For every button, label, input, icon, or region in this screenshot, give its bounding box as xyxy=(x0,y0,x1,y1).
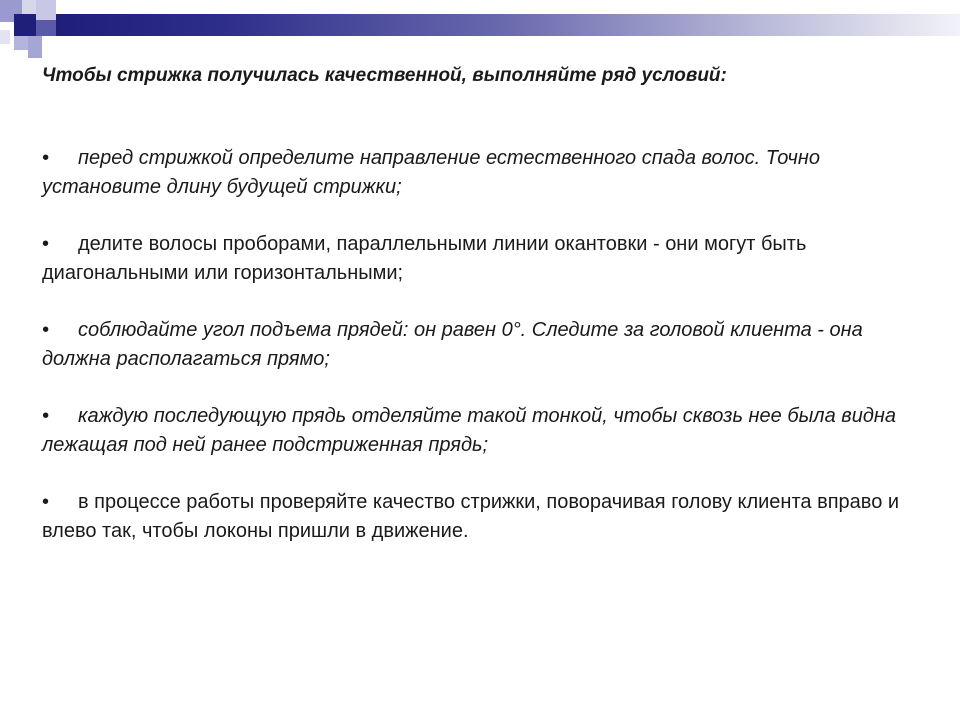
decor-square xyxy=(28,36,42,58)
bullet-item xyxy=(42,402,932,460)
decor-square xyxy=(14,14,36,36)
decor-square xyxy=(22,0,36,14)
decor-square xyxy=(14,36,28,50)
bullet-text: перед стрижкой определите направление естественного спада волос. Точно установите длину будущей стрижки; xyxy=(42,147,821,198)
bullet-text: соблюдайте угол подъема прядей: он равен 0°. Следите за головой клиента - она должна располагаться прямо; xyxy=(42,319,863,370)
bullet-text: делите волосы проборами, параллельными линии окантовки - они могут быть диагональными или горизонтальными; xyxy=(42,233,807,284)
bullet-item xyxy=(42,316,932,374)
decor-square xyxy=(36,0,56,20)
bullet-dot: • xyxy=(42,405,50,427)
bullet-text: каждую последующую прядь отделяйте такой тонкой, чтобы сквозь нее была видна лежащая под ней ранее подстриженная прядь; xyxy=(42,405,896,456)
bullet-text: в процессе работы проверяйте качество стрижки, поворачивая голову клиента вправо и влево так, чтобы локоны пришли в движение. xyxy=(42,491,900,542)
bullet-dot: • xyxy=(42,319,50,341)
bullet-item xyxy=(42,144,932,202)
decor-square xyxy=(36,20,56,36)
bullet-dot: • xyxy=(42,233,50,255)
slide-title: Чтобы стрижка получилась качественной, выполняйте ряд условий: xyxy=(42,65,727,86)
bullet-item xyxy=(42,488,932,546)
bullet-dot: • xyxy=(42,491,50,513)
bullet-item xyxy=(42,230,932,288)
bullet-dot: • xyxy=(42,147,50,169)
header-gradient-band xyxy=(56,14,960,36)
slide-content xyxy=(42,62,932,574)
decor-square xyxy=(0,30,10,44)
